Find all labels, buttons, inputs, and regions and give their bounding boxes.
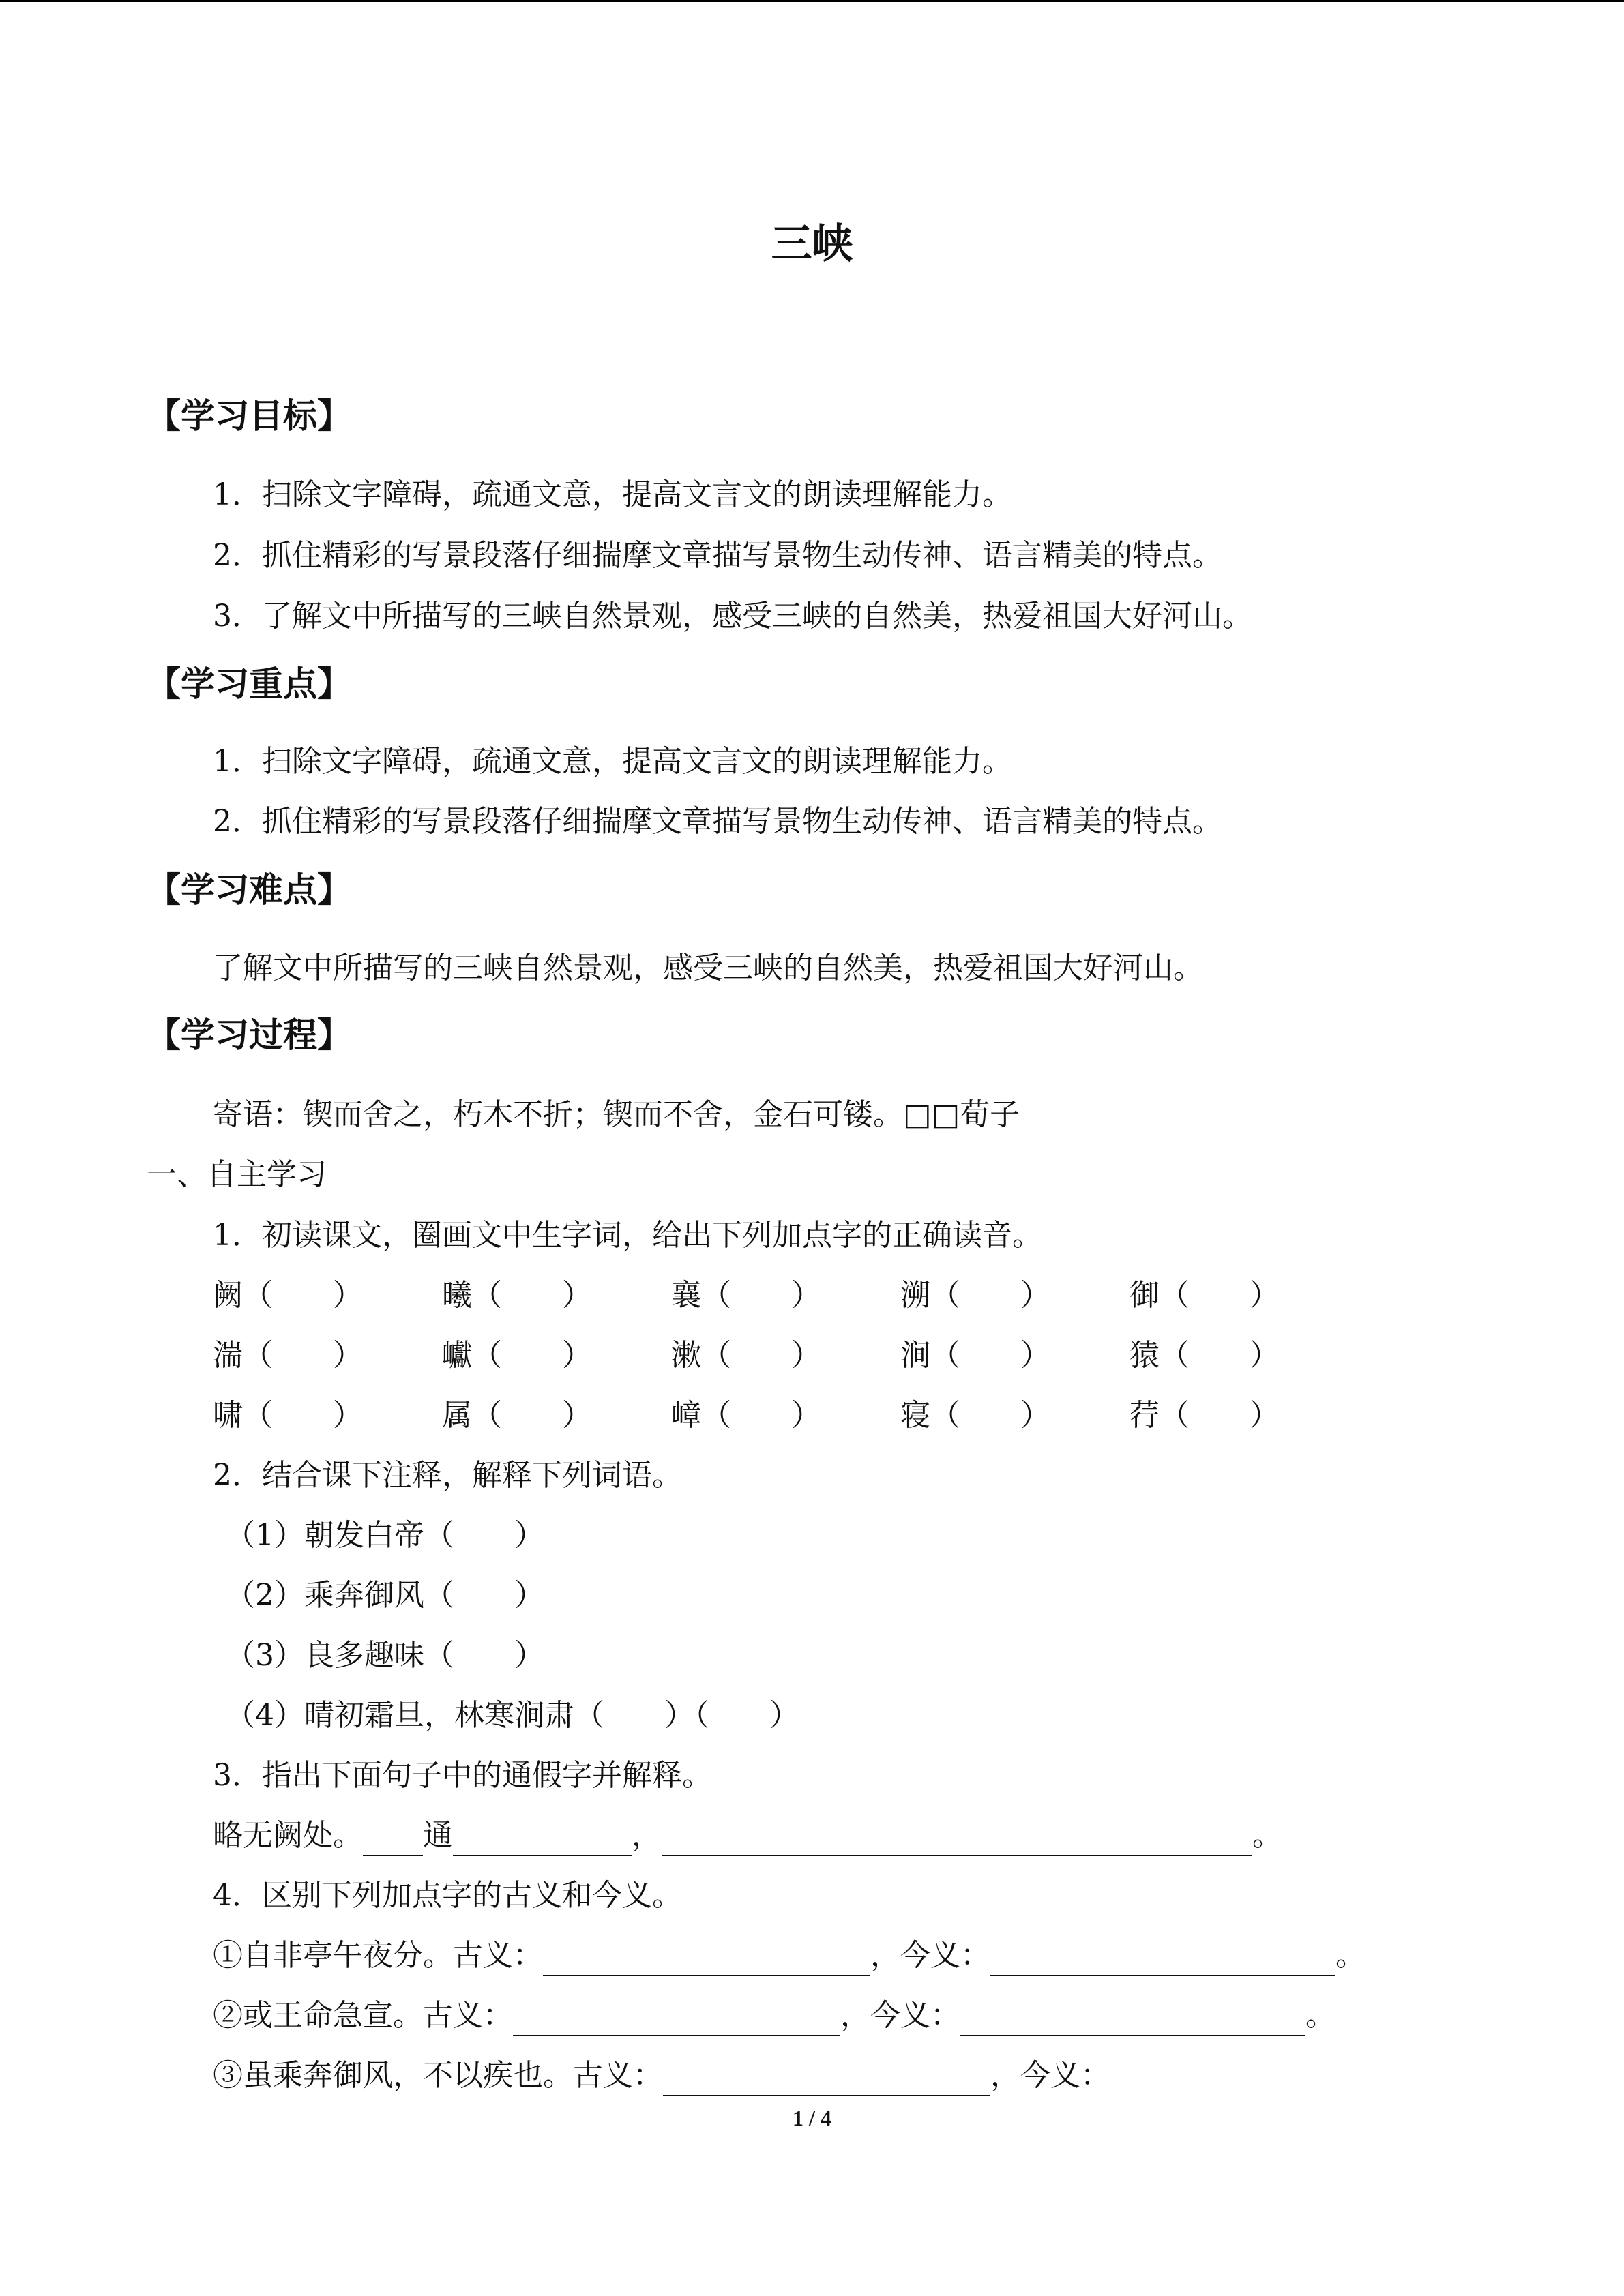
q4-today-label: ，今义： [990,2058,1110,2093]
top-border [0,0,1624,2]
answer-blank[interactable] [363,1823,423,1856]
q4-sentence: ①自非亭午夜分。古义： [213,1938,543,1973]
answer-blank[interactable] [453,1823,632,1856]
q2-item: （1）朝发白帝（ ） [225,1518,544,1553]
char-item: 漱（ ） [671,1338,821,1373]
char-item: 御（ ） [1130,1278,1280,1313]
answer-blank[interactable] [663,2063,990,2096]
answer-blank[interactable] [960,2003,1305,2036]
q2-item: （4）晴初霜旦，林寒涧肃（ ）（ ） [225,1698,799,1733]
q2-item: （3）良多趣味（ ） [225,1638,544,1673]
answer-blank[interactable] [513,2003,840,2036]
page-number: 1 / 4 [793,2106,831,2130]
q4-item [213,1995,1335,2036]
difficulty-text: 了解文中所描写的三峡自然景观，感受三峡的自然美，热爱祖国大好河山。 [213,951,1203,985]
char-item: 啸（ ） [213,1398,363,1433]
q3-mid: 通 [423,1818,453,1853]
q4-today-label: ，今义： [840,1998,960,2033]
char-item: 湍（ ） [213,1338,363,1373]
heading-key-points: 【学习重点】 [147,664,351,704]
q4-today-label: ，今义： [870,1938,990,1973]
char-item: 荇（ ） [1130,1398,1280,1433]
heading-goals: 【学习目标】 [147,396,351,436]
key-point-item: 2．抓住精彩的写景段落仔细揣摩文章描写景物生动传神、语言精美的特点。 [213,804,1222,839]
char-item: 嶂（ ） [671,1398,821,1433]
q3-end: 。 [1252,1818,1282,1853]
question-2: 2．结合课下注释，解释下列词语。 [213,1458,682,1493]
q4-sentence: ③虽乘奔御风，不以疾也。古义： [213,2058,663,2093]
key-point-item: 1．扫除文字障碍，疏通文意，提高文言文的朗读理解能力。 [213,744,1012,779]
answer-blank[interactable] [990,1943,1335,1976]
char-item: 巘（ ） [442,1338,592,1373]
q3-line [213,1815,1282,1856]
char-item: 猿（ ） [1130,1338,1280,1373]
char-item: 属（ ） [442,1398,592,1433]
char-item: 溯（ ） [900,1278,1050,1313]
q4-item [213,2055,1110,2096]
goal-item: 3．了解文中所描写的三峡自然景观，感受三峡的自然美，热爱祖国大好河山。 [213,599,1252,633]
part-heading: 一、自主学习 [147,1157,327,1192]
goal-item: 1．扫除文字障碍，疏通文意，提高文言文的朗读理解能力。 [213,477,1012,512]
motto: 寄语：锲而舍之，朽木不折；锲而不舍，金石可镂。□□荀子 [213,1097,1020,1132]
q2-item: （2）乘奔御风（ ） [225,1578,544,1613]
char-item: 襄（ ） [671,1278,821,1313]
page-title: 三峡 [771,220,853,268]
q4-item [213,1935,1365,1976]
heading-difficulties: 【学习难点】 [147,870,351,910]
q4-end: 。 [1335,1938,1365,1973]
question-3: 3．指出下面句子中的通假字并解释。 [213,1758,712,1793]
q4-sentence: ②或王命急宣。古义： [213,1998,513,2033]
char-item: 寝（ ） [900,1398,1050,1433]
answer-blank[interactable] [662,1823,1252,1856]
answer-blank[interactable] [543,1943,870,1976]
char-item: 曦（ ） [442,1278,592,1313]
heading-process: 【学习过程】 [147,1015,351,1055]
q3-prefix: 略无阙处。 [213,1818,363,1853]
question-1: 1．初读课文，圈画文中生字词，给出下列加点字的正确读音。 [213,1218,1042,1253]
char-item: 阙（ ） [213,1278,363,1313]
goal-item: 2．抓住精彩的写景段落仔细揣摩文章描写景物生动传神、语言精美的特点。 [213,538,1222,573]
char-item: 涧（ ） [900,1338,1050,1373]
q3-comma: ， [632,1818,662,1853]
question-4: 4．区别下列加点字的古义和今义。 [213,1878,682,1913]
q4-end: 。 [1305,1998,1335,2033]
